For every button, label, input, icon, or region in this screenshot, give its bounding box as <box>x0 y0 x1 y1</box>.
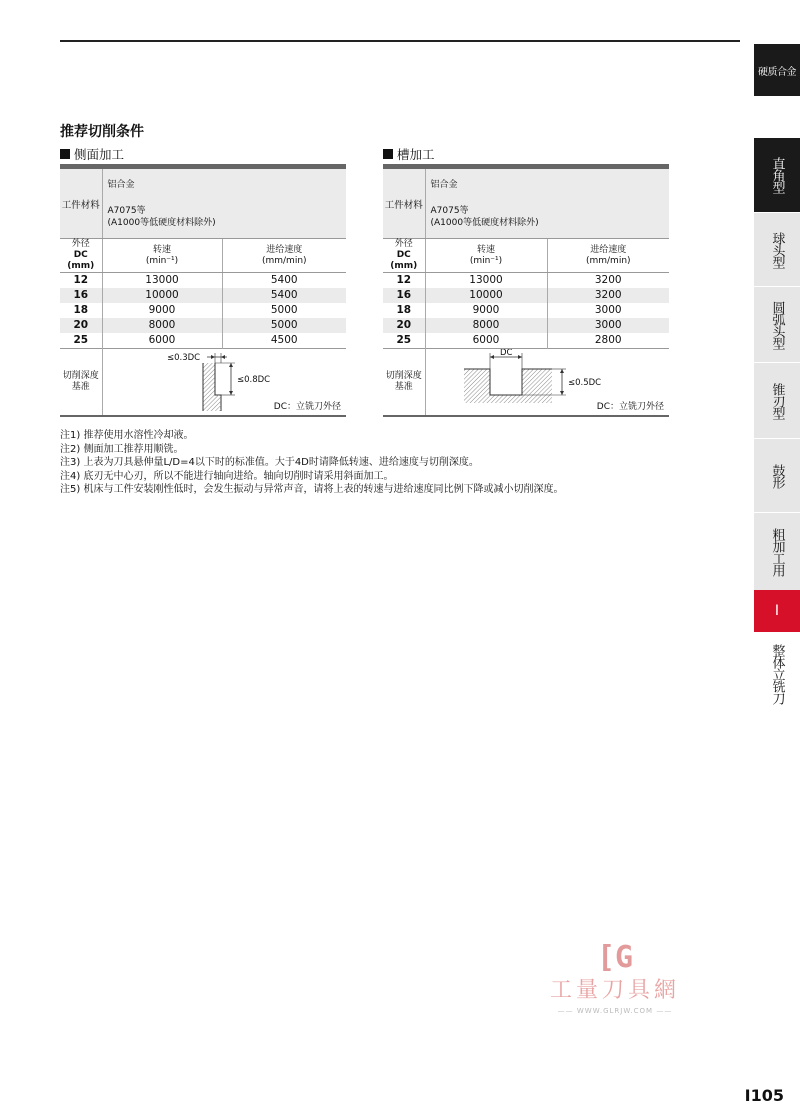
watermark-text: 工量刀具網 <box>549 978 680 1003</box>
fig-width-label: DC <box>499 349 512 358</box>
watermark-url: —— WWW.GLRJW.COM —— <box>557 1007 673 1015</box>
square-bullet-icon <box>60 149 70 159</box>
fig-depth-label: ≤0.8DC <box>236 375 270 385</box>
watermark-logo: [G <box>596 940 634 975</box>
depth-label: 切削深度 基准 <box>383 349 425 417</box>
tab-solid-endmill: 整体立铣刀 <box>754 636 800 712</box>
top-rule <box>60 40 740 42</box>
material-text: 铝合金 A7075等 (A1000等低硬度材料除外) <box>102 169 346 239</box>
fig-depth-label: ≤0.5DC <box>567 378 601 388</box>
table-row: 25 6000 4500 <box>60 333 346 349</box>
dc-note: DC：立铣刀外径 <box>596 402 664 412</box>
side-milling-title: 侧面加工 <box>60 145 124 163</box>
slot-milling-figure <box>425 349 669 417</box>
header-speed: 转速 (min⁻¹) <box>425 239 547 273</box>
note: 注4) 底刃无中心刃，所以不能进行轴向进给。轴向切削时请采用斜面加工。 <box>60 470 394 482</box>
material-label: 工件材料 <box>383 169 425 239</box>
watermark <box>540 940 690 1015</box>
page-number: I105 <box>744 1086 784 1105</box>
tab-carbide[interactable]: 硬质合金 <box>754 44 800 96</box>
slot-milling-table <box>383 164 669 417</box>
square-bullet-icon <box>383 149 393 159</box>
header-dc: 外径 DC (mm) <box>383 239 425 273</box>
note: 注5) 机床与工件安装刚性低时，会发生振动与异常声音，请将上表的转速与进给速度同比例下降或减小切削深度。 <box>60 484 564 496</box>
material-text: 铝合金 A7075等 (A1000等低硬度材料除外) <box>425 169 669 239</box>
section-title: 推荐切削条件 <box>60 124 144 140</box>
dc-note: DC：立铣刀外径 <box>273 402 341 412</box>
note: 注1) 推荐使用水溶性冷却液。 <box>60 430 194 441</box>
side-milling-table <box>60 164 346 417</box>
tab-taper[interactable]: 锥刃型 <box>754 362 800 439</box>
table-row: 18 9000 3000 <box>383 303 669 318</box>
note: 注3) 上表为刀具悬伸量L/D=4以下时的标准值。大于4D时请降低转速、进给速度与切削深度。 <box>60 457 479 469</box>
tab-barrel[interactable]: 鼓形 <box>754 438 800 513</box>
table-row: 20 8000 5000 <box>60 318 346 333</box>
header-speed: 转速 (min⁻¹) <box>102 239 222 273</box>
tab-active-I[interactable]: I <box>754 590 800 632</box>
table-row: 18 9000 5000 <box>60 303 346 318</box>
fig-width-label: ≤0.3DC <box>166 353 200 363</box>
side-milling-figure <box>102 349 346 417</box>
tab-ball[interactable]: 球头型 <box>754 212 800 287</box>
tab-square[interactable]: 直角型 <box>754 138 800 212</box>
table-row: 12 13000 5400 <box>60 273 346 289</box>
tab-radius[interactable]: 圆弧头型 <box>754 286 800 363</box>
depth-label: 切削深度 基准 <box>60 349 102 417</box>
slot-milling-title: 槽加工 <box>383 145 435 163</box>
header-feed: 进给速度 (mm/min) <box>547 239 669 273</box>
header-dc: 外径 DC (mm) <box>60 239 102 273</box>
notes <box>60 429 563 497</box>
table-row: 12 13000 3200 <box>383 273 669 289</box>
material-label: 工件材料 <box>60 169 102 239</box>
tab-roughing[interactable]: 粗加工用 <box>754 512 800 591</box>
table-row: 20 8000 3000 <box>383 318 669 333</box>
table-row: 25 6000 2800 <box>383 333 669 349</box>
header-feed: 进给速度 (mm/min) <box>222 239 346 273</box>
table-row: 16 10000 3200 <box>383 288 669 303</box>
note: 注2) 侧面加工推荐用顺铣。 <box>60 443 184 455</box>
table-row: 16 10000 5400 <box>60 288 346 303</box>
